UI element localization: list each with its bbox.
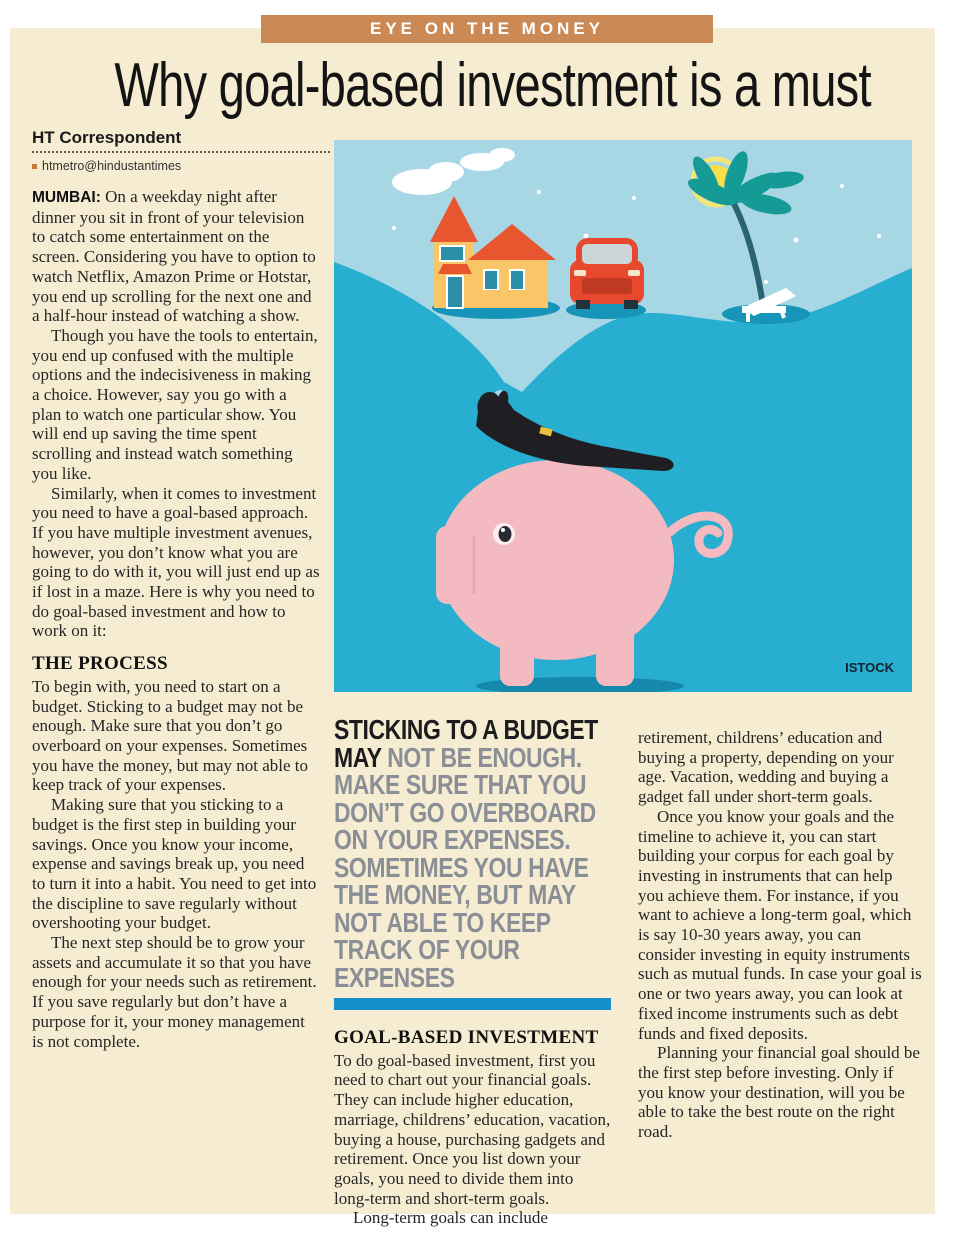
byline-email: htmetro@hindustantimes xyxy=(42,159,182,173)
paragraph-text: On a weekday night after dinner you sit in front of your television to catch some entertainment on the screen. Considering you have to option to watch Netflix, Amazon Prime or Hotstar, you end up scrolling for the next one and a half-hour instead of watching a show. xyxy=(32,187,316,326)
paragraph: Though you have the tools to entertain, you end up confused with the multiple options and the indecisiveness in making a choice. However, say you go with a plan to watch one particular show. You will end up saving the time spent scrolling and instead watch something you like. xyxy=(32,325,318,483)
paragraph: The next step should be to grow your assets and accumulate it so that you have enough for your needs such as retirement. If you save regularly but don’t have a purpose for it, your money management is not complete. xyxy=(32,933,317,1051)
pull-quote-rest: NOT BE ENOUGH. MAKE SURE THAT YOU DON’T GO OVERBOARD ON YOUR EXPENSES. SOMETIMES YOU HAVE THE MONEY, BUT MAY NOT ABLE TO KEEP TRACK OF YOUR EXPENSES xyxy=(334,741,596,993)
bullet-square-icon xyxy=(32,164,37,169)
section-heading-goal: GOAL-BASED INVESTMENT xyxy=(334,1027,599,1048)
paragraph: Once you know your goals and the timeline to achieve it, you can start building your corpus for each goal by investing in instruments that can help you achieve them. For instance, if you want to achieve a long-term goal, which is say 10-30 years away, you can consider investing in equity instruments such as mutual funds. In case your goal is one or two years away, you can look at fixed income instruments such as debt funds and fixed deposits. xyxy=(638,806,922,1043)
paragraph: Making sure that you sticking to a budget is the first step in building your savings. Once you know your income, expense and savings break up, you need to turn it into a habit. You need to get into the discipline to save regularly without overshooting your budget. xyxy=(32,795,317,933)
dateline: MUMBAI: xyxy=(32,189,101,206)
illustration-canvas xyxy=(334,140,912,692)
byline-email-row xyxy=(32,159,330,173)
byline xyxy=(32,128,330,173)
paragraph: Long-term goals can include xyxy=(353,1208,548,1228)
goal-section xyxy=(334,1028,611,1228)
kicker-banner: EYE ON THE MONEY xyxy=(261,15,713,43)
left-column xyxy=(32,187,320,1051)
page-title: Why goal-based investment is a must xyxy=(114,51,871,120)
car-icon xyxy=(566,238,646,319)
paragraph: To do goal-based investment, first you need to chart out your financial goals. They can include higher education, marriage, childrens’ education, vacation, buying a house, purchasing gadgets and retirement. Once you list down your goals, you need to divide them into long-term and short-term goals. xyxy=(334,1050,611,1208)
piggy-bank-illustration xyxy=(334,140,912,692)
right-column xyxy=(638,728,922,1142)
pull-quote xyxy=(334,716,611,991)
paragraph: Planning your financial goal should be the first step before investing. Only if you know your destination, will you be able to take the best route on the right road. xyxy=(638,1043,920,1142)
byline-author: HT Correspondent xyxy=(32,128,330,153)
middle-column xyxy=(334,716,611,1228)
paragraph: retirement, childrens’ education and buying a property, depending on your age. Vacation, wedding and buying a gadget fall under short-term goals. xyxy=(638,728,894,807)
paragraph: Similarly, when it comes to investment you need to have a goal-based approach. If you have multiple investment avenues, however, you don’t know what you are going to do with it, you will just end up as if lost in a maze. Here is why you need to do goal-based investment and how to work on it: xyxy=(32,483,320,641)
paragraph: To begin with, you need to start on a budget. Sticking to a budget may not be enough. Make sure that you don’t go overboard on your expenses. Sometimes you have the money, but may not able to keep track of your expenses. xyxy=(32,676,309,795)
accent-bar xyxy=(334,998,611,1010)
paragraph xyxy=(32,187,320,326)
pull-quote-highlight: STICKING TO A BUDGET MAY xyxy=(334,714,598,773)
istock-credit: ISTOCK xyxy=(845,660,894,675)
section-heading-process: THE PROCESS xyxy=(32,653,168,675)
